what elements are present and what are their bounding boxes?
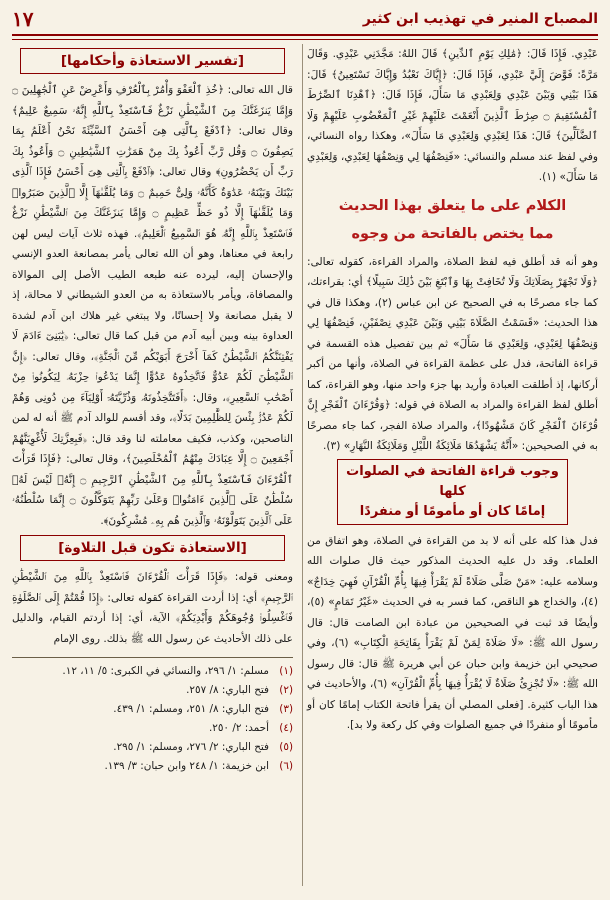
footnote [12, 681, 293, 700]
footnote-number: (١) [279, 665, 293, 677]
footnote-text: مسلم: ١/ ٢٩٦، والنسائي في الكبرى: ٥/ ١١، ١٢. [62, 665, 269, 677]
footnote-number: (٢) [279, 684, 293, 696]
footnote [12, 700, 293, 719]
footnote [12, 757, 293, 776]
paragraph-before-recitation: ومعنى قوله: ﴿فَإِذَا قَرَأْتَ ٱلْقُرْءَانَ فَٱسْتَعِذْ بِٱللَّهِ مِنَ ٱلشَّيْطَٰنِ ٱلرَّجِيمِ﴾ أي: إذا أردت القراءة كقوله تعالى: ﴿إِذَا قُمْتُمْ إِلَى ٱلصَّلَوٰةِ فَٱغْسِلُوا۟ وُجُوهَكُمْ وَأَيْدِيَكُمْ﴾ الآية، أي: إذا أردتم القيام، والدليل على ذلك الأحاديث عن رسول الله ﷺ بذلك. روى الإمام [12, 571, 293, 645]
left-column [12, 44, 293, 776]
paragraph-isti3adha: قال الله تعالى: ﴿خُذِ ٱلْعَفْوَ وَأْمُرْ بِٱلْعُرْفِ وَأَعْرِضْ عَنِ ٱلْجَٰهِلِينَ ۝ وَإِمَّا يَنزَغَنَّكَ مِنَ ٱلشَّيْطَٰنِ نَزْغٌ فَٱسْتَعِذْ بِٱللَّهِ إِنَّهُۥ سَمِيعٌ عَلِيمٌ﴾ وقال تعالى: ﴿ٱدْفَعْ بِٱلَّتِى هِىَ أَحْسَنُ ٱلسَّيِّئَةَ نَحْنُ أَعْلَمُ بِمَا يَصِفُونَ ۝ وَقُل رَّبِّ أَعُوذُ بِكَ مِنْ هَمَزَٰتِ ٱلشَّيَٰطِينِ ۝ وَأَعُوذُ بِكَ رَبِّ أَن يَحْضُرُونِ﴾ وقال تعالى: ﴿ٱدْفَعْ بِٱلَّتِى هِىَ أَحْسَنُ فَإِذَا ٱلَّذِى بَيْنَكَ وَبَيْنَهُۥ عَدَٰوَةٌ كَأَنَّهُۥ وَلِىٌّ حَمِيمٌ ۝ وَمَا يُلَقَّىٰهَآ إِلَّا ٱلَّذِينَ صَبَرُوا۟ وَمَا يُلَقَّىٰهَآ إِلَّا ذُو حَظٍّ عَظِيمٍ ۝ وَإِمَّا يَنزَغَنَّكَ مِنَ ٱلشَّيْطَٰنِ نَزْغٌ فَٱسْتَعِذْ بِٱللَّهِ إِنَّهُۥ هُوَ ٱلسَّمِيعُ ٱلْعَلِيمُ﴾. فهذه ثلاث آيات ليس لهن رابعة في معناها، وهو أن الله تعالى يأمر بمصانعة العدو الإنسي والإحسان إليه، ليرده عنه طبعه الطيب الأصل إلى الموالاة والمصافاة، ويأمر بالاستعاذة به من العدو الشيطاني لا محالة، إذ لا يقبل مصانعة ولا إحسانًا، ولا يبتغي غير هلاك ابن آدم لشدة العداوة بينه وبين أبيه آدم من قبل كما قال تعالى: ﴿يَٰبَنِىٓ ءَادَمَ لَا يَفْتِنَنَّكُمُ ٱلشَّيْطَٰنُ كَمَآ أَخْرَجَ أَبَوَيْكُم مِّنَ ٱلْجَنَّةِ﴾، وقال تعالى: ﴿إِنَّ ٱلشَّيْطَٰنَ لَكُمْ عَدُوٌّ فَٱتَّخِذُوهُ عَدُوًّا إِنَّمَا يَدْعُوا۟ حِزْبَهُۥ لِيَكُونُوا۟ مِنْ أَصْحَٰبِ ٱلسَّعِيرِ﴾، وقال: ﴿أَفَتَتَّخِذُونَهُۥ وَذُرِّيَّتَهُۥٓ أَوْلِيَآءَ مِن دُونِى وَهُمْ لَكُمْ عَدُوٌّۢ بِئْسَ لِلظَّٰلِمِينَ بَدَلًا﴾، وقد أقسم للوالد آدم ﷺ أنه له لمن الناصحين، وكذب، فكيف معاملته لنا وقد قال: ﴿فَبِعِزَّتِكَ لَأُغْوِيَنَّهُمْ أَجْمَعِينَ ۝ إِلَّا عِبَادَكَ مِنْهُمُ ٱلْمُخْلَصِينَ﴾، وقال تعالى: ﴿فَإِذَا قَرَأْتَ ٱلْقُرْءَانَ فَٱسْتَعِذْ بِٱللَّهِ مِنَ ٱلشَّيْطَٰنِ ٱلرَّجِيمِ ۝ إِنَّهُۥ لَيْسَ لَهُۥ سُلْطَٰنٌ عَلَى ٱلَّذِينَ ءَامَنُوا۟ وَعَلَىٰ رَبِّهِمْ يَتَوَكَّلُونَ ۝ إِنَّمَا سُلْطَٰنُهُۥ عَلَى ٱلَّذِينَ يَتَوَلَّوْنَهُۥ وَٱلَّذِينَ هُم بِهِۦ مُشْرِكُونَ﴾. [12, 84, 294, 527]
running-title: المصباح المنير في تهذيب ابن كثير [362, 11, 598, 27]
footnote-number: (٥) [279, 741, 293, 753]
footnote-text: فتح الباري: ٢/ ٢٧٦، ومسلم: ١/ ٢٩٥. [113, 741, 269, 753]
footnote [12, 738, 293, 757]
footnote-number: (٤) [279, 722, 293, 734]
paragraph-hadith-text: عَبْدِي. فَإِذَا قَالَ: ﴿مَٰلِكِ يَوْمِ ٱلدِّينِ﴾ قَالَ اللهُ: مَجَّدَنِي عَبْدِي. وَقَالَ مَرَّةً: فَوَّضَ إِلَيَّ عَبْدِي، فَإِذَا قَالَ: ﴿إِيَّاكَ نَعْبُدُ وَإِيَّاكَ نَسْتَعِينُ﴾ قَالَ: هَذَا بَيْنِي وَبَيْنَ عَبْدِي وَلِعَبْدِي مَا سَأَلَ، فَإِذَا قَالَ: ﴿ٱهْدِنَا ٱلصِّرَٰطَ ٱلْمُسْتَقِيمَ ۝ صِرَٰطَ ٱلَّذِينَ أَنْعَمْتَ عَلَيْهِمْ غَيْرِ ٱلْمَغْضُوبِ عَلَيْهِمْ وَلَا ٱلضَّآلِّينَ﴾ قَالَ: هَذَا لِعَبْدِي وَلِعَبْدِي مَا سَأَلَ»، وهكذا رواه النسائي، وفي لفظ عند مسلم والنسائي: «فَنِصْفُهَا لِي وَنِصْفُهَا لِعَبْدِي، وَلِعَبْدِي مَا سَأَلَ» (١). [307, 48, 598, 183]
page-header [12, 4, 598, 36]
subsection-line: وجوب قراءة الفاتحة في الصلوات كلها [346, 463, 559, 499]
footnote-text: فتح الباري: ٨/ ٢٥١، ومسلم: ١/ ٤٣٩. [113, 703, 269, 715]
subsection-line: إمامًا كان أو مأمومًا أو منفردًا [359, 503, 546, 519]
page-number: ١٧ [12, 7, 34, 31]
subsection-box [337, 459, 568, 525]
footnote-text: أحمد: ٢/ ٢٥٠. [208, 722, 269, 734]
footnote-text: فتح الباري: ٨/ ٢٥٧. [186, 684, 269, 696]
section-title-before-recitation: [الاستعاذة تكون قبل التلاوة] [20, 535, 285, 561]
right-column [307, 44, 598, 736]
section-title-isti3adha: [تفسير الاستعاذة وأحكامها] [20, 48, 285, 74]
heading-line: مما يختص بالفاتحة من وجوه [351, 225, 554, 242]
heading-line: الكلام على ما يتعلق بهذا الحديث [338, 197, 567, 214]
footnote [12, 719, 293, 738]
footnotes [12, 657, 293, 776]
section-heading [307, 192, 598, 248]
footnote-number: (٣) [279, 703, 293, 715]
paragraph-commentary: وهو أنه قد أطلق فيه لفظ الصلاة، والمراد القراءة، كقوله تعالى: ﴿وَلَا تَجْهَرْ بِصَلَاتِكَ وَلَا تُخَافِتْ بِهَا وَٱبْتَغِ بَيْنَ ذَٰلِكَ سَبِيلًا﴾ أي: بقراءتك، كما جاء مصرحًا به في الصحيح عن ابن عباس (٢)، وهكذا قال في هذا الحديث: «قَسَمْتُ الصَّلَاةَ بَيْنِي وَبَيْنَ عَبْدِي نِصْفَيْنِ، فَنِصْفُهَا لِي وَنِصْفُهَا لِعَبْدِي، وَلِعَبْدِي مَا سَأَلَ» ثم بين تفصيل هذه القسمة في قراءة الفاتحة، فدل على عظمة القراءة في الصلاة، وأنها من أكبر أركانها، إذ أطلقت العبادة وأريد بها جزء واحد منها، وهو القراءة، كما أطلق لفظ القراءة والمراد به الصلاة في قوله: ﴿وَقُرْءَانَ ٱلْفَجْرِ إِنَّ قُرْءَانَ ٱلْفَجْرِ كَانَ مَشْهُودًا﴾، والمراد صلاة الفجر، كما جاء مصرحًا به في الصحيحين: «أَنَّهُ يَشْهَدُهَا مَلَائِكَةُ اللَّيْلِ وَمَلَائِكَةُ النَّهَارِ» (٣). [307, 255, 598, 452]
paragraph-ruling: فدل هذا كله على أنه لا بد من القراءة في الصلاة، وهو اتفاق من العلماء. وقد دل عليه الحديث المذكور حيث قال صلوات الله وسلامه عليه: «مَنْ صَلَّى صَلَاةً لَمْ يَقْرَأْ فِيهَا بِأُمِّ الْقُرْآنِ فَهِيَ خِدَاجٌ» (٤)، والخداج هو الناقص، كما فسر به في الحديث «غَيْرُ تَمَامٍ» (٥)، وأيضًا قد ثبت في الصحيحين من عبادة ابن الصامت قال: قال رسول الله ﷺ: «لَا صَلَاةَ لِمَنْ لَمْ يَقْرَأْ بِفَاتِحَةِ الْكِتَابِ» (٦)، وفي صحيحي ابن خزيمة وابن حبان عن أبي هريرة ﷺ قال: قال رسول الله ﷺ: «لَا تُجْزِئُ صَلَاةٌ لَا يُقْرَأُ فِيهَا بِأُمِّ الْقُرْآنِ» (٦)، والأحاديث في هذا الباب كثيرة. [فعلى المصلي أن يقرأ فاتحة الكتاب إمامًا كان أو مأمومًا أو منفردًا في جميع الصلوات وفي كل ركعة ولا بد]. [307, 534, 598, 731]
column-divider [302, 44, 303, 886]
footnote-number: (٦) [279, 760, 293, 772]
footnote-text: ابن خزيمة: ١/ ٢٤٨ وابن حبان: ٣/ ١٣٩. [104, 760, 269, 772]
header-rule [12, 39, 598, 40]
footnote [12, 662, 293, 681]
